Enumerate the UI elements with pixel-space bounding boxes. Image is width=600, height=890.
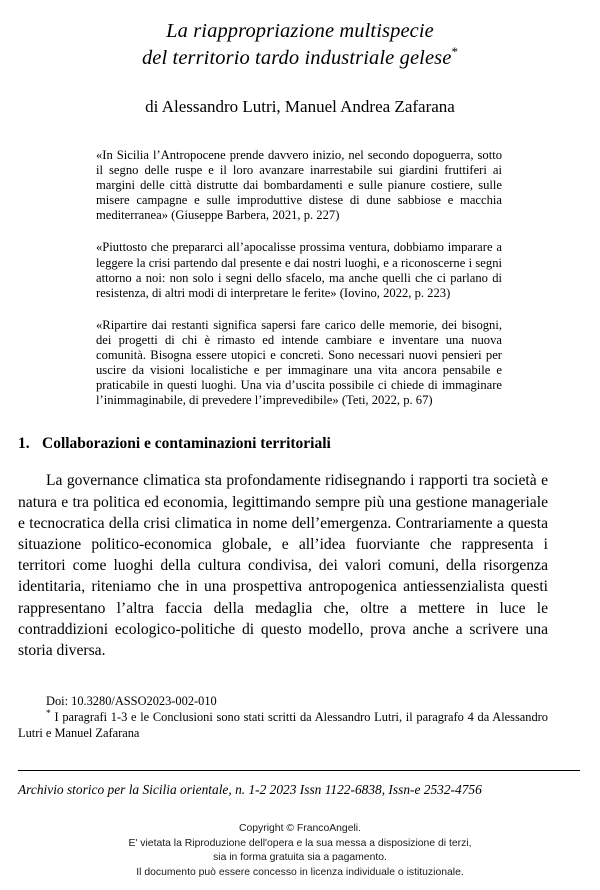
epigraph-3: «Ripartire dai restanti significa sapersi fare carico delle memorie, dei bisogni, dei progetti di chi è rimasto ed intende cambiare e inventare una nuova comunità. Bisogna essere utopici e concreti. Sono necessari nuovi pensieri per uscire da visioni localistiche e per immaginare una vita ancora pensabile e praticabile in questi luoghi. Una via d’uscita possibile ci chiede di immaginare l’inimmaginabile, di prevedere l’imprevedibile» (Teti, 2022, p. 67) (96, 317, 502, 408)
section-number: 1. (18, 435, 30, 453)
footnote-marker: * (46, 708, 51, 719)
copyright-footer (0, 822, 600, 880)
section-heading (0, 435, 600, 453)
copyright-line-3: sia in forma gratuita sia a pagamento. (213, 852, 387, 864)
footnote-line (18, 710, 548, 741)
journal-reference (0, 770, 600, 798)
epigraph-block (0, 148, 600, 408)
title-footnote-marker: * (451, 44, 459, 60)
journal-reference-text: Archivio storico per la Sicilia orientale, n. 1-2 2023 Issn 1122-6838, Issn-e 2532-4756 (18, 782, 482, 797)
body-paragraph: La governance climatica sta profondamente ridisegnando i rapporti tra società e natura e tra politica ed economia, legittimando sempre più una gestione manageriale e tecnocratica della crisi climatica in nome dell’emergenza. Contrariamente a questa situazione politico-economica globale, e all’idea fuorviante che rappresenta i territori come luoghi della cultura condivisa, dei valori comuni, della risorgenza identitaria, riteniamo che in una prospettiva antropogenica antiessenzialista questi rappresentano l’altra faccia della medaglia che, oltre a mettere in luce le contraddizioni ecologico-politiche di questo modello, prova anche a scrivere una storia diversa. (18, 472, 548, 660)
footnote-zone (0, 694, 600, 741)
epigraph-1: «In Sicilia l’Antropocene prende davvero inizio, nel secondo dopoguerra, sotto il segno delle ruspe e il loro avanzare inarrestabile sui giardini fruttiferi ai margini delle città distrutte dai bombardamenti e sulle pianure costiere, sulle misere campagne e sulle improduttive distese di dune sabbiose e macchia mediterranea» (Giuseppe Barbera, 2021, p. 227) (96, 148, 502, 223)
article-title (0, 0, 600, 72)
title-line-2-text: del territorio tardo industriale gelese (141, 47, 452, 69)
horizontal-divider (18, 770, 580, 771)
section-title: Collaborazioni e contaminazioni territoriali (42, 435, 331, 453)
footnote-text: I paragrafi 1-3 e le Conclusioni sono stati scritti da Alessandro Lutri, il paragrafo 4 da Alessandro Lutri e Manuel Zafarana (18, 710, 548, 740)
doi-line: Doi: 10.3280/ASSO2023-002-010 (46, 694, 217, 708)
copyright-line-2: E' vietata la Riproduzione dell'opera e la sua messa a disposizione di terzi, (128, 837, 472, 849)
title-line-1: La riappropriazione multispecie (166, 20, 434, 42)
epigraph-2: «Piuttosto che prepararci all’apocalisse prossima ventura, dobbiamo imparare a leggere la crisi partendo dal presente e dai nostri luoghi, e a riconoscerne i segni attorno a noi: non solo i segni dello sfacelo, ma anche quelli che ci parlano di resistenza, di altri modi di interpretare le ferite» (Iovino, 2022, p. 223) (96, 240, 502, 300)
title-line-2 (60, 45, 540, 72)
author-byline: di Alessandro Lutri, Manuel Andrea Zafarana (145, 97, 455, 116)
copyright-line-4: Il documento può essere concesso in licenza individuale o istituzionale. (136, 866, 464, 878)
copyright-line-1: Copyright © FrancoAngeli. (238, 823, 361, 834)
